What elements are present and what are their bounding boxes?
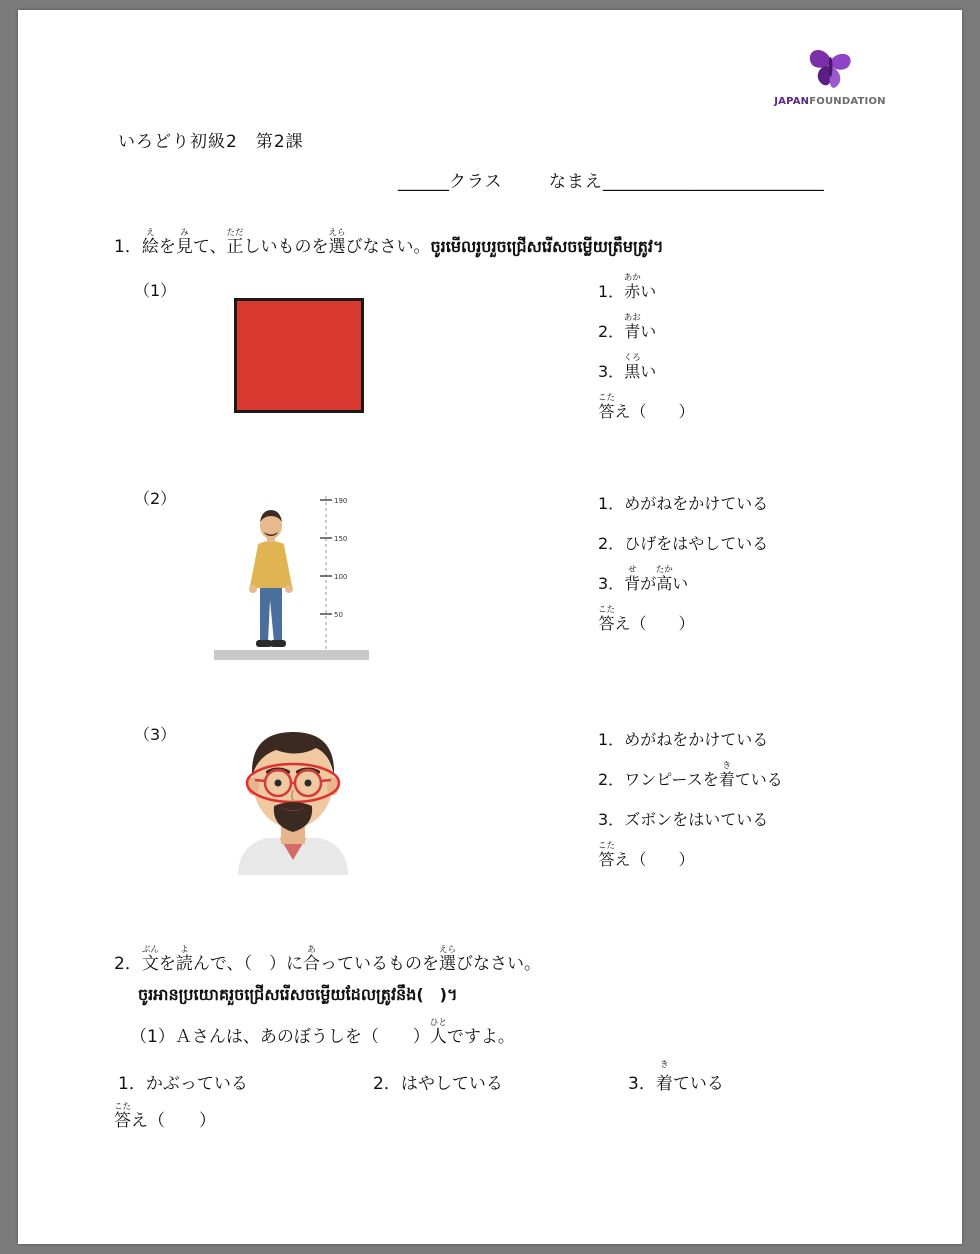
q2-sentence-1: （1）Ａさんは、あのぼうしを（ ）人ひとですよ。 xyxy=(130,1018,515,1047)
choice-2-3[interactable]: 3．背せが高たかい xyxy=(598,565,689,593)
svg-text:50: 50 xyxy=(334,611,343,619)
svg-text:190: 190 xyxy=(334,497,348,505)
logo-wordmark: JAPANFOUNDATION xyxy=(774,96,886,107)
ruby-aka: 赤あか xyxy=(623,273,641,301)
ruby-kota-2: 答こた xyxy=(598,605,616,633)
svg-text:150: 150 xyxy=(334,535,348,543)
item-label-2: （2） xyxy=(134,489,177,508)
answer-blank-2[interactable]: 答こたえ（ ） xyxy=(598,605,695,633)
choice-2-1[interactable]: 1．めがねをかけている xyxy=(598,494,769,513)
ruby-bun: 文ぶん xyxy=(141,945,159,974)
page-title: いろどり初級2 第2課 xyxy=(118,132,304,152)
ruby-hito: 人ひと xyxy=(429,1018,447,1047)
question-1-prompt: 1．絵えを見みて、正ただしいものを選えらびなさい。ចូរមើលរូបរួចជ្រើសរើសចម្លើយត្រឹមត្រូវ។ xyxy=(114,228,664,257)
q2-number: 2． xyxy=(114,954,142,974)
ruby-yo: 読よ xyxy=(175,945,193,974)
svg-text:100: 100 xyxy=(334,573,348,581)
name-label: なまえ xyxy=(548,172,603,192)
choice-2-2[interactable]: 2．ひげをはやしている xyxy=(598,534,769,553)
choice-3-2[interactable]: 2．ワンピースを着きている xyxy=(598,761,783,789)
q1-prompt-khmer: ចូរមើលរូបរួចជ្រើសរើសចម្លើយត្រឹមត្រូវ។ xyxy=(430,237,664,256)
ruby-tada: 正ただ xyxy=(226,228,244,257)
choice-1-3[interactable]: 3．黒くろい xyxy=(598,353,657,381)
item-label-3: （3） xyxy=(134,725,177,744)
ruby-kota-1: 答こた xyxy=(598,393,616,421)
q2-choice-1[interactable]: 1．かぶっている xyxy=(118,1074,248,1094)
ruby-ki-1: 着き xyxy=(718,761,735,789)
choices-group-1 xyxy=(598,272,695,432)
class-label: クラス xyxy=(449,172,503,192)
ruby-kota-3: 答こた xyxy=(598,841,616,869)
class-blank: ______ xyxy=(398,172,449,192)
ruby-ki-2: 着き xyxy=(655,1060,673,1094)
q1-number: 1． xyxy=(114,237,142,257)
name-blank: __________________________ xyxy=(602,172,824,192)
choices-group-2 xyxy=(598,484,768,644)
ruby-kuro: 黒くろ xyxy=(623,353,641,381)
ruby-mi: 見み xyxy=(175,228,193,257)
ruby-e: 絵え xyxy=(141,228,159,257)
item-label-1: （1） xyxy=(134,281,177,300)
bearded-man-with-glasses-image xyxy=(218,710,368,875)
ruby-se: 背せ xyxy=(624,565,641,593)
ruby-a: 合あ xyxy=(303,945,320,974)
q2-choice-2[interactable]: 2．はやしている xyxy=(373,1074,503,1094)
q2-answer-blank[interactable]: 答こたえ（ ） xyxy=(114,1102,216,1131)
japan-foundation-logo xyxy=(770,48,890,107)
ruby-kota-4: 答こた xyxy=(114,1102,132,1131)
butterfly-icon xyxy=(800,48,860,94)
q2-prompt-khmer: ចូរអានប្រយោគរួចជ្រើសរើសចម្លើយដែលត្រូវនឹង( )។ xyxy=(138,985,458,1004)
answer-blank-1[interactable]: 答こたえ（ ） xyxy=(598,393,695,421)
ruby-taka: 高たか xyxy=(655,565,673,593)
worksheet-page xyxy=(18,10,962,1244)
q2-choice-3[interactable]: 3．着きている xyxy=(628,1060,724,1094)
ruby-era-2: 選えら xyxy=(439,945,457,974)
class-name-row xyxy=(398,167,824,192)
red-square-image xyxy=(234,298,364,413)
answer-blank-3[interactable]: 答こたえ（ ） xyxy=(598,841,695,869)
choice-3-1[interactable]: 1．めがねをかけている xyxy=(598,730,769,749)
q2-choices-group xyxy=(118,1060,848,1094)
choice-1-2[interactable]: 2．青あおい xyxy=(598,313,657,341)
choices-group-3 xyxy=(598,720,783,880)
ruby-ao: 青あお xyxy=(623,313,641,341)
choice-1-1[interactable]: 1．赤あかい xyxy=(598,273,657,301)
ruby-era: 選えら xyxy=(328,228,346,257)
choice-3-3[interactable]: 3．ズボンをはいている xyxy=(598,810,769,829)
standing-man-height-chart-image xyxy=(214,482,369,664)
question-2-prompt: 2．文ぶんを読よんで、（ ）に合あっているものを選えらびなさい。 xyxy=(114,945,541,974)
